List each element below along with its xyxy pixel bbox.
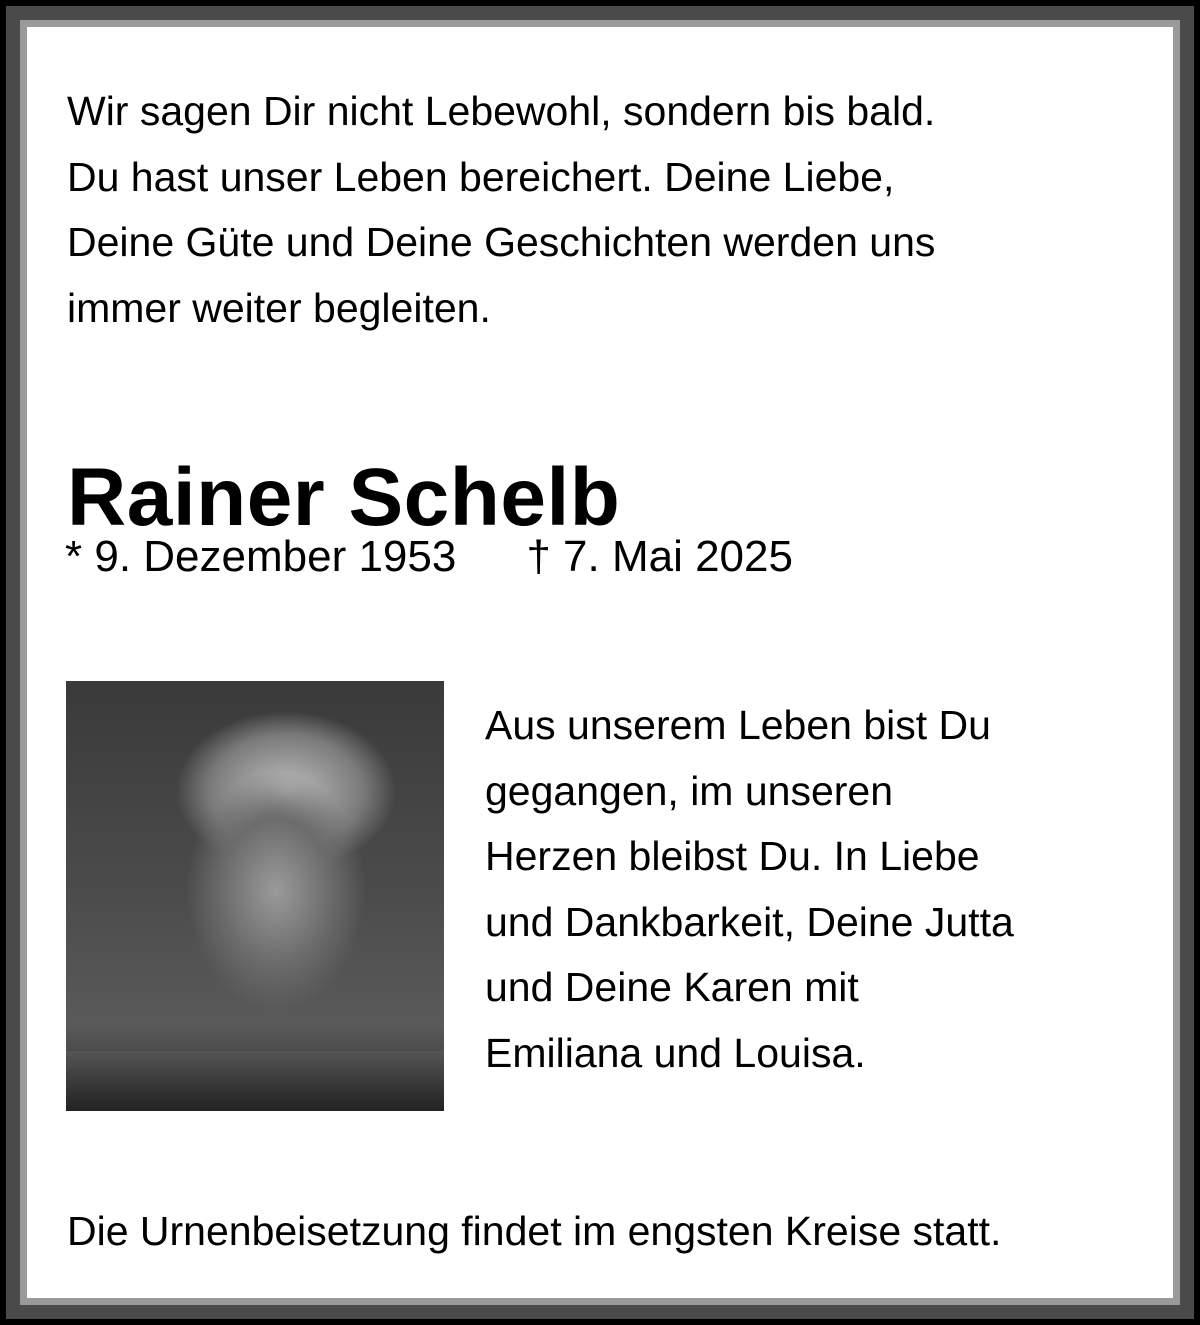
verse-line: Du hast unser Leben bereichert. Deine Liebe, xyxy=(67,153,895,200)
tribute-line: und Deine Karen mit xyxy=(485,964,859,1010)
birth-date: * 9. Dezember 1953 xyxy=(65,532,457,581)
opening-verse xyxy=(67,79,935,341)
verse-line: Deine Güte und Deine Geschichten werden uns xyxy=(67,219,936,265)
tribute-line: Aus unserem Leben bist Du xyxy=(485,702,991,748)
tribute-line: und Dankbarkeit, Deine Jutta xyxy=(485,898,1014,945)
tribute-line: gegangen, im unseren xyxy=(485,767,894,814)
tribute-line: Herzen bleibst Du. In Liebe xyxy=(485,833,980,879)
verse-line: Wir sagen Dir nicht Lebewohl, sondern bis bald. xyxy=(67,88,936,134)
life-dates xyxy=(65,532,793,581)
burial-notice: Die Urnenbeisetzung findet im engsten Kreise statt. xyxy=(67,1208,1002,1254)
verse-line: immer weiter begleiten. xyxy=(67,284,491,331)
tribute-line: Emiliana und Louisa. xyxy=(485,1029,866,1076)
tribute-text xyxy=(485,693,1014,1086)
death-date: † 7. Mai 2025 xyxy=(526,532,793,581)
portrait-photo xyxy=(66,681,444,1111)
obituary-card xyxy=(27,27,1173,1298)
deceased-name: Rainer Schelb xyxy=(67,452,621,543)
